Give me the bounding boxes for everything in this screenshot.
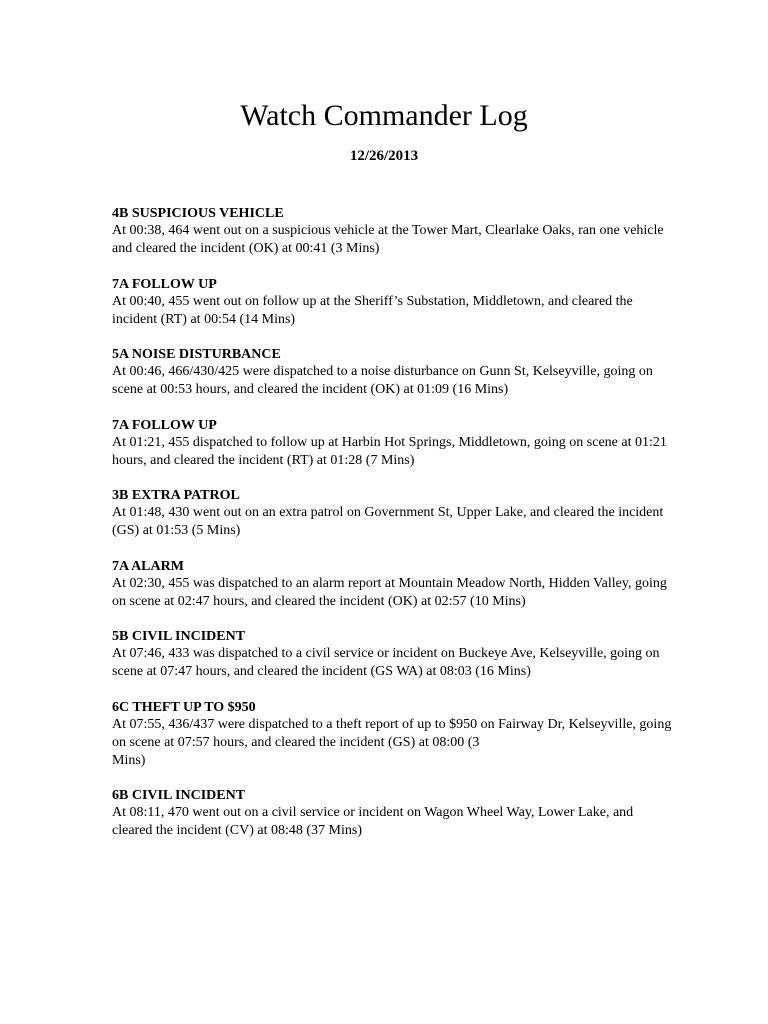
entry-text: At 00:38, 464 went out on a suspicious vehicle at the Tower Mart, Clearlake Oaks, ran one vehicle and cleared the incident (OK) at 00:41 (3 Mins) <box>112 223 664 256</box>
log-entry <box>112 205 672 258</box>
log-entry <box>112 558 672 611</box>
entry-heading: 5A NOISE DISTURBANCE <box>112 347 281 362</box>
entry-heading: 6C THEFT UP TO $950 <box>112 699 256 715</box>
entry-text: At 02:30, 455 was dispatched to an alarm report at Mountain Meadow North, Hidden Valley, going on scene at 02:47 hours, and cleared the incident (OK) at 02:57 (10 Mins) <box>112 575 667 609</box>
entry-text: At 00:46, 466/430/425 were dispatched to a noise disturbance on Gunn St, Kelseyville, going on scene at 00:53 hours, and cleared the incident (OK) at 01:09 (16 Mins) <box>112 364 653 397</box>
entry-heading: 4B SUSPICIOUS VEHICLE <box>112 206 284 221</box>
log-date: 12/26/2013 <box>349 148 419 164</box>
log-entry <box>112 628 672 681</box>
entry-text: At 08:11, 470 went out on a civil service or incident on Wagon Wheel Way, Lower Lake, and cleared the incident (CV) at 08:48 (37 Mins) <box>112 805 634 838</box>
entry-heading: 7A ALARM <box>112 558 184 574</box>
log-entry <box>112 787 672 840</box>
log-entry <box>112 417 672 470</box>
entry-text: At 01:21, 455 dispatched to follow up at Harbin Hot Springs, Middletown, going on scene at 01:21 hours, and cleared the incident (RT) at 01:28 (7 Mins) <box>112 434 667 468</box>
entry-heading: 7A FOLLOW UP <box>112 417 217 433</box>
entry-heading: 6B CIVIL INCIDENT <box>112 788 246 803</box>
entry-heading: 3B EXTRA PATROL <box>112 488 240 503</box>
entry-heading: 7A FOLLOW UP <box>112 276 217 292</box>
entry-text: At 07:46, 433 was dispatched to a civil service or incident on Buckeye Ave, Kelseyville, going on scene at 07:47 hours, and cleared the incident (GS WA) at 08:03 (16 Mins) <box>112 646 660 679</box>
log-entry <box>112 699 672 770</box>
entry-text: At 01:48, 430 went out on an extra patrol on Government St, Upper Lake, and cleared the incident (GS) at 01:53 (5 Mins) <box>112 505 664 538</box>
log-entry <box>112 346 672 399</box>
log-entry <box>112 276 672 329</box>
log-entry <box>112 487 672 540</box>
entry-text: At 07:55, 436/437 were dispatched to a theft report of up to $950 on Fairway Dr, Kelseyville, going on scene at 07:57 hours, and cleared the incident (GS) at 08:00 (3 Mins) <box>112 716 672 768</box>
log-entries <box>112 205 672 858</box>
entry-heading: 5B CIVIL INCIDENT <box>112 629 246 644</box>
entry-text: At 00:40, 455 went out on follow up at the Sheriff’s Substation, Middletown, and cleared the incident (RT) at 00:54 (14 Mins) <box>112 293 633 327</box>
page-title: Watch Commander Log <box>240 99 528 132</box>
